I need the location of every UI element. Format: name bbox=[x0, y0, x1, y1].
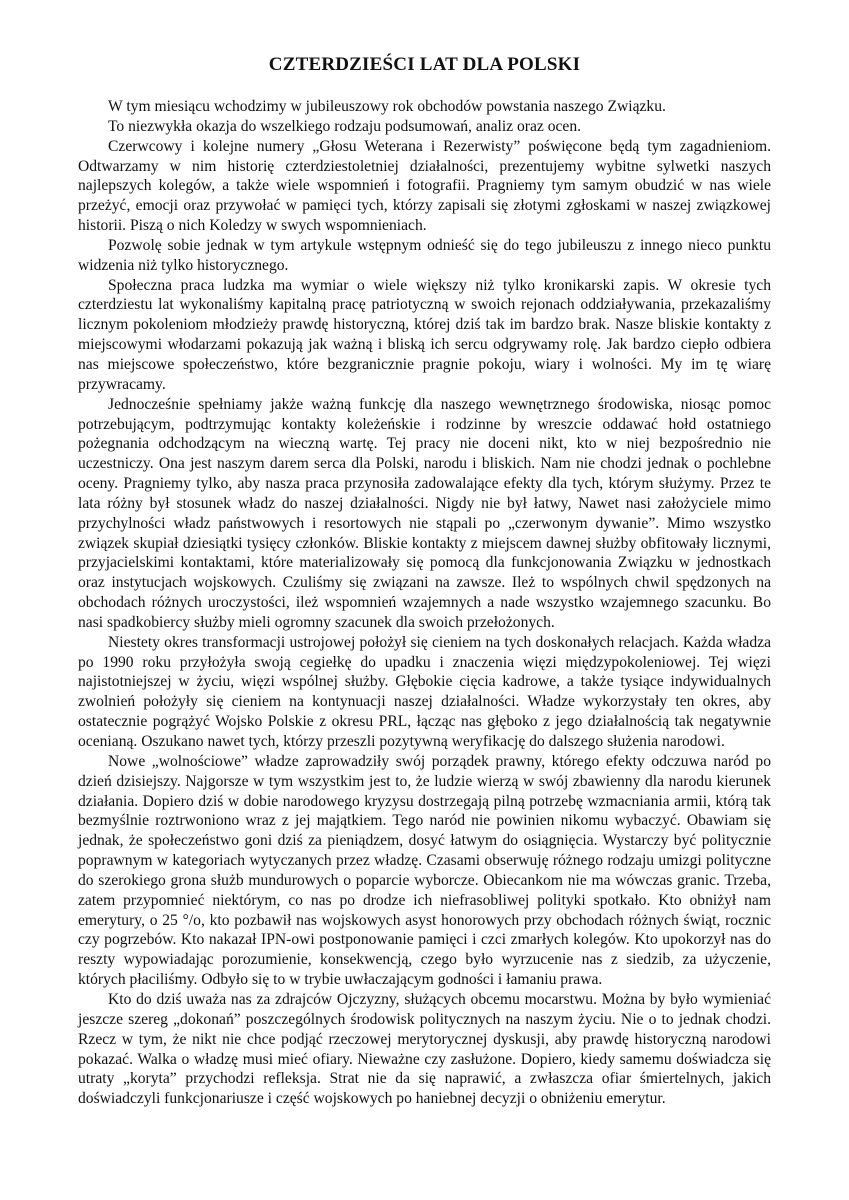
paragraph: Kto do dziś uważa nas za zdrajców Ojczyzny, służących obcemu mocarstwu. Można by było wymieniać jeszcze szereg „dokonań” poszczególnych środowisk politycznych na naszym życiu. Nie o to jednak chodzi. Rzecz w tym, że nikt nie chce podjąć rzeczowej merytorycznej dyskusji, aby prawdę historyczną narodowi pokazać. Walka o władzę musi mieć ofiary. Nieważne czy zasłużone. Dopiero, kiedy samemu doświadcza się utraty „koryta” przychodzi refleksja. Strat nie da się naprawić, a zwłaszcza ofiar śmiertelnych, jakich doświadczyli funkcjonariusze i część wojskowych po haniebnej decyzji o obniżeniu emerytur. bbox=[78, 990, 771, 1108]
paragraph: Nowe „wolnościowe” władze zaprowadziły swój porządek prawny, którego efekty odczuwa naród po dzień dzisiejszy. Najgorsze w tym wszystkim jest to, że ludzie wierzą w swój zbawienny dla narodu kierunek działania. Dopiero dziś w dobie narodowego kryzysu dostrzegają pilną potrzebę wzmacniania armii, którą tak bezmyślnie roztrwoniono wraz z jej majątkiem. Tego naród nie powinien nikomu wybaczyć. Obawiam się jednak, że społeczeństwo goni dziś za pieniądzem, dosyć łatwym do osiągnięcia. Wystarczy być politycznie poprawnym w kategoriach wytyczanych przez władzę. Czasami obserwuję różnego rodzaju umizgi polityczne do szerokiego grona służb mundurowych o poparcie wyborcze. Obiecankom nie ma wówczas granic. Trzeba, zatem przypomnieć niektórym, co nas po drodze ich niefrasobliwej polityki spotkało. Kto obniżył nam emerytury, o 25 °/o, kto pozbawił nas wojskowych asyst honorowych przy obchodach różnych świąt, rocznic czy pogrzebów. Kto nakazał IPN-owi postponowanie pamięci i czci zmarłych kolegów. Kto upokorzył nas do reszty wypowiadając porozumienie, konsekwencją, czego było wyrzucenie nas z siedzib, za użyczenie, których płaciliśmy. Odbyło się to w trybie uwłaczającym godności i łamaniu prawa. bbox=[78, 752, 771, 989]
paragraph: Jednocześnie spełniamy jakże ważną funkcję dla naszego wewnętrznego środowiska, niosąc pomoc potrzebującym, podtrzymując kontakty koleżeńskie i rodzinne by wreszcie oddawać hołd ostatniego pożegnania odchodzącym na wieczną wartę. Tej pracy nie doceni nikt, kto w niej bezpośrednio nie uczestniczy. Ona jest naszym darem serca dla Polski, narodu i bliskich. Nam nie chodzi jednak o pochlebne oceny. Pragniemy tylko, aby nasza praca przynosiła zadowalające efekty dla tych, którym służymy. Przez te lata różny był stosunek władz do naszej działalności. Nigdy nie był łatwy, Nawet nasi założyciele mimo przychylności władz państwowych i resortowych nie stąpali po „czerwonym dywanie”. Mimo wszystko związek skupiał dziesiątki tysięcy członków. Bliskie kontakty z miejscem dawnej służby obfitowały licznymi, przyjacielskimi kontaktami, które materializowały się pomocą dla funkcjonowania Związku w jednostkach oraz instytucjach wojskowych. Czuliśmy się związani na zawsze. Ileż to wspólnych chwil spędzonych na obchodach różnych uroczystości, ileż wspomnień wzajemnych a nade wszystko wzajemnego szacunku. Bo nasi spadkobiercy służby mieli ogromny szacunek dla swoich przełożonych. bbox=[78, 395, 771, 631]
paragraph: To niezwykła okazja do wszelkiego rodzaju podsumowań, analiz oraz ocen. bbox=[108, 117, 582, 135]
document-title: CZTERDZIEŚCI LAT DLA POLSKI bbox=[268, 54, 581, 75]
paragraph: Społeczna praca ludzka ma wymiar o wiele większy niż tylko kronikarski zapis. W okresie tych czterdziestu lat wykonaliśmy kapitalną pracę patriotyczną w swoich rejonach oddziaływania, przekazaliśmy licznym pokoleniom młodzieży prawdę historyczną, której dziś tak im bardzo brak. Nasze bliskie kontakty z miejscowymi włodarzami pokazują jak ważną i bliską ich sercu odgrywamy rolę. Jak bardzo ciepło odbiera nas miejscowe społeczeństwo, które bezgranicznie pragnie pokoju, wiary i wolności. My im tę wiarę przywracamy. bbox=[78, 276, 771, 393]
paragraph: W tym miesiącu wchodzimy w jubileuszowy rok obchodów powstania naszego Związku. bbox=[108, 98, 666, 115]
article-body bbox=[78, 97, 771, 1109]
paragraph: Czerwcowy i kolejne numery „Głosu Weterana i Rezerwisty” poświęcone będą tym zagadnieniom. Odtwarzamy w nim historię czterdziestoletniej działalności, prezentujemy wybitne sylwetki naszych najlepszych kolegów, a także wiele wspomnień i fotografii. Pragniemy tym samym obudzić w nas wiele przeżyć, emocji oraz przywołać w pamięci tych, którzy zapisali się złotymi zgłoskami w naszej związkowej historii. Piszą o nich Koledzy w swych wspomnieniach. bbox=[78, 137, 771, 235]
paragraph: Niestety okres transformacji ustrojowej położył się cieniem na tych doskonałych relacjach. Każda władza po 1990 roku przyłożyła swoją cegiełkę do upadku i znaczenia więzi międzypokoleniowej. Tej więzi najistotniejszej w życiu, więzi wspólnej służby. Głębokie cięcia kadrowe, a także tysiące indywidualnych zwolnień położyły się cieniem na kontynuacji naszej działalności. Władze wykorzystały ten okres, aby ostatecznie pogrążyć Wojsko Polskie z okresu PRL, łącząc nas głęboko z jego działalnością tak negatywnie ocenianą. Oszukano nawet tych, którzy przeszli pozytywną weryfikację do dalszego służenia narodowi. bbox=[78, 633, 771, 750]
paragraph: Pozwolę sobie jednak w tym artykule wstępnym odnieść się do tego jubileuszu z innego nieco punktu widzenia niż tylko historycznego. bbox=[78, 236, 771, 274]
